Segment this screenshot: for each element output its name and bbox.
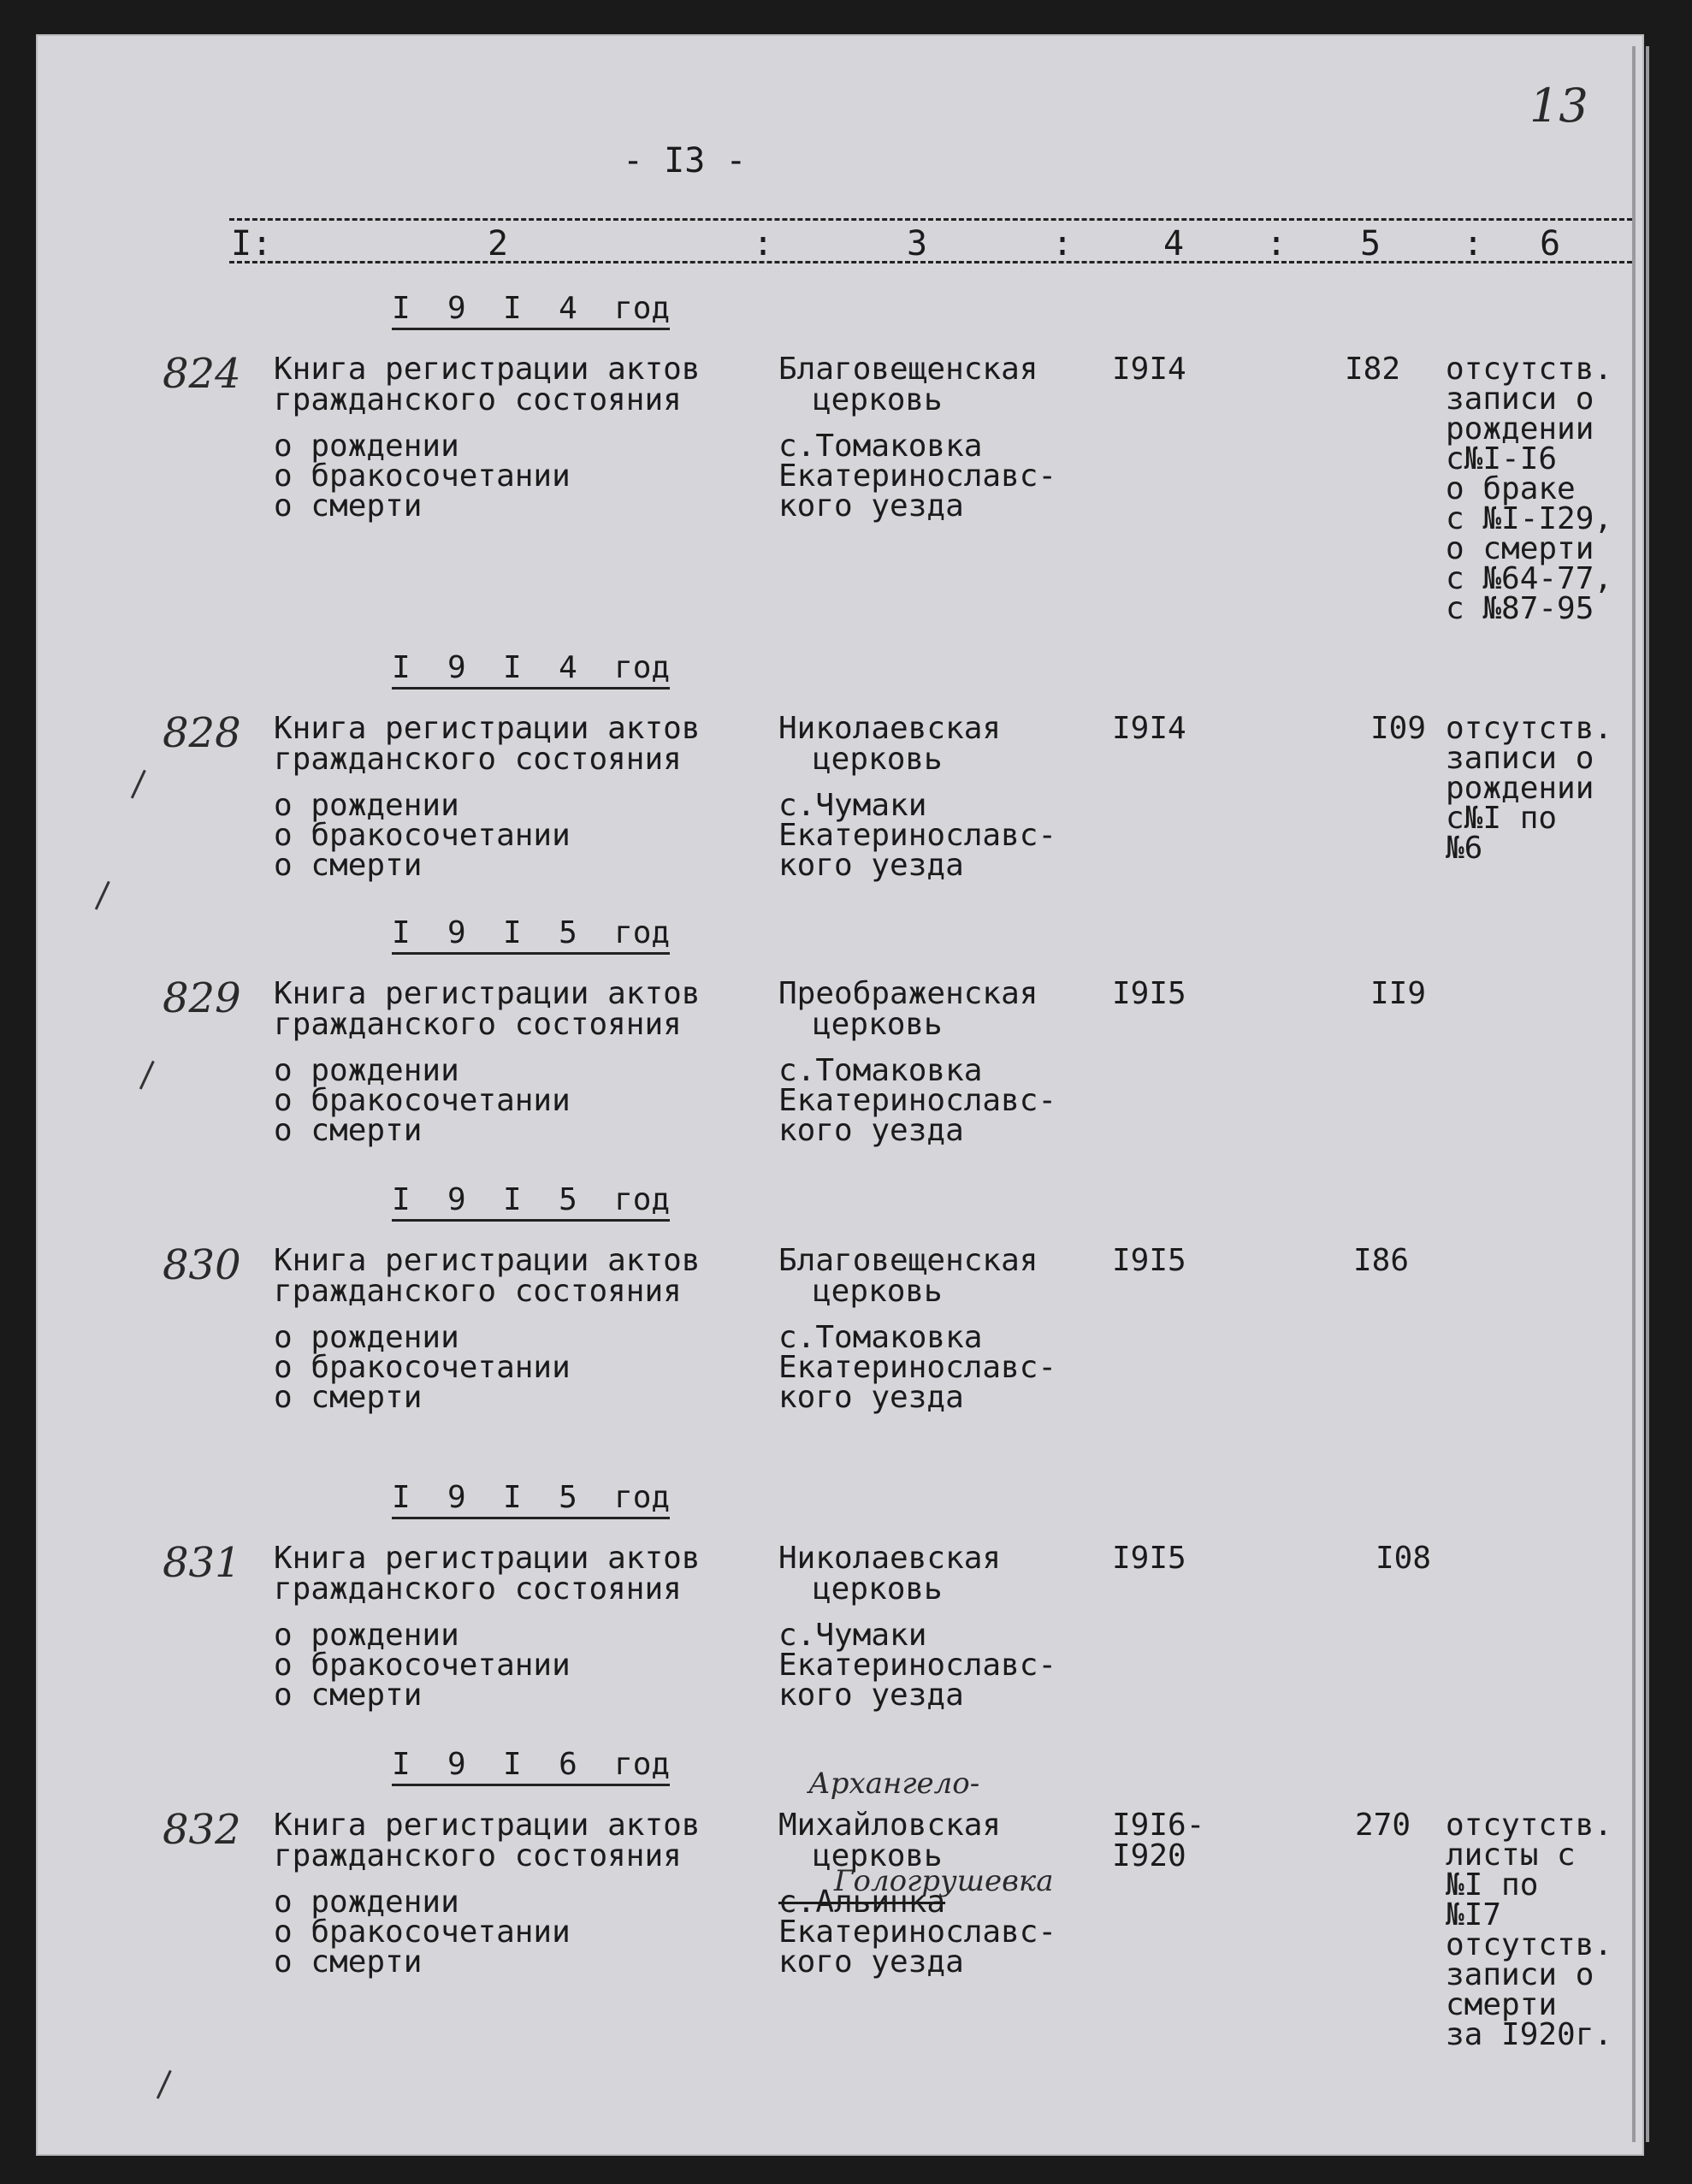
- church-place-line: Николаевская: [778, 1541, 1002, 1576]
- book-title-line: Книга регистрации актов: [274, 1541, 701, 1576]
- record-type: о бракосочетании: [274, 459, 571, 494]
- inventory-number: 831: [163, 1539, 241, 1587]
- inventory-number: 828: [163, 709, 241, 757]
- book-title-line: гражданского состояния: [274, 742, 682, 777]
- church-place-line: с.Чумаки: [778, 1618, 927, 1653]
- note-line: с№I-I6: [1446, 441, 1558, 476]
- church-place-line: церковь: [813, 1007, 943, 1042]
- note-line: с №I-I29,: [1446, 501, 1613, 536]
- record-type: о рождении: [274, 1618, 459, 1653]
- church-place-line: Благовещенская: [778, 352, 1038, 387]
- church-place-line: Николаевская: [778, 711, 1002, 746]
- church-place-line: кого уезда: [778, 1678, 964, 1713]
- column-header-cell: 2: [488, 224, 509, 263]
- record-type: о смерти: [274, 1113, 423, 1148]
- note-line: о браке: [1446, 471, 1576, 506]
- church-place-line: кого уезда: [778, 488, 964, 524]
- note-line: листы с: [1446, 1838, 1576, 1873]
- year-heading: [392, 650, 670, 685]
- header-rule-top: [229, 218, 1632, 221]
- note-line: с №64-77,: [1446, 561, 1613, 596]
- church-place-line: с.Томаковка: [778, 1320, 983, 1355]
- church-place-line: кого уезда: [778, 848, 964, 883]
- record-type: о смерти: [274, 1380, 423, 1415]
- record-type: о рождении: [274, 1320, 459, 1355]
- column-header-cell: :: [1266, 224, 1287, 263]
- note-line: отсутств.: [1446, 711, 1613, 746]
- church-place-line: церковь: [813, 382, 943, 417]
- record-type: о смерти: [274, 848, 423, 883]
- sheet-count: 270: [1355, 1808, 1411, 1843]
- year-heading-text: I 9 I 4 год: [392, 650, 670, 690]
- church-place-line: церковь: [813, 1838, 943, 1873]
- inventory-number: 824: [163, 350, 241, 398]
- church-place-line: Екатеринославс-: [778, 1915, 1057, 1950]
- sheet-count: II9: [1370, 976, 1427, 1011]
- note-line: записи о: [1446, 1957, 1594, 1992]
- record-type: о рождении: [274, 1053, 459, 1088]
- record-type: о бракосочетании: [274, 1915, 571, 1950]
- note-line: отсутств.: [1446, 1927, 1613, 1962]
- inventory-number: 830: [163, 1241, 241, 1289]
- church-place-line: кого уезда: [778, 1113, 964, 1148]
- column-header-cell: 5: [1360, 224, 1381, 263]
- note-line: рождении: [1446, 771, 1594, 806]
- book-title-line: гражданского состояния: [274, 1571, 682, 1607]
- year-heading-text: I 9 I 4 год: [392, 291, 670, 330]
- record-type: о бракосочетании: [274, 818, 571, 853]
- church-place-line: церковь: [813, 1274, 943, 1309]
- year-heading: [392, 1182, 670, 1217]
- church-place-line: с.Чумаки: [778, 788, 927, 823]
- record-type: о рождении: [274, 1885, 459, 1920]
- note-line: за I920г.: [1446, 2017, 1613, 2052]
- page-edge: [1632, 46, 1636, 2142]
- corner-page-number: 13: [1529, 79, 1588, 133]
- year-heading: [392, 1747, 670, 1782]
- note-line: №I7: [1446, 1897, 1502, 1932]
- church-place-line: с.Томаковка: [778, 1053, 983, 1088]
- record-type: о смерти: [274, 488, 423, 524]
- header-rule-bottom: [229, 261, 1632, 263]
- year-heading: [392, 1480, 670, 1515]
- book-title-line: Книга регистрации актов: [274, 352, 701, 387]
- year-heading-text: I 9 I 6 год: [392, 1747, 670, 1786]
- sheet-count: I82: [1345, 352, 1401, 387]
- church-place-line: Екатеринославс-: [778, 459, 1057, 494]
- sheet-count: I08: [1375, 1541, 1432, 1576]
- handwritten-village-correction: Гологрушевка: [834, 1864, 1054, 1898]
- record-type: о бракосочетании: [274, 1083, 571, 1118]
- handwritten-church-prefix: Архангело-: [808, 1767, 980, 1801]
- book-title-line: гражданского состояния: [274, 1274, 682, 1309]
- note-line: отсутств.: [1446, 352, 1613, 387]
- column-header-cell: :: [753, 224, 774, 263]
- church-place-line: церковь: [813, 742, 943, 777]
- column-header-cell: :: [1463, 224, 1484, 263]
- inventory-number: 829: [163, 974, 241, 1022]
- date-range: I9I5: [1112, 976, 1186, 1011]
- note-line: №6: [1446, 831, 1483, 866]
- book-title-line: гражданского состояния: [274, 1838, 682, 1873]
- date-range: I9I5: [1112, 1243, 1186, 1278]
- page-number: - I3 -: [623, 141, 747, 181]
- date-range: I9I6-: [1112, 1808, 1205, 1843]
- year-heading: [392, 291, 670, 326]
- church-place-line: Екатеринославс-: [778, 1648, 1057, 1683]
- date-range: I9I5: [1112, 1541, 1186, 1576]
- year-heading: [392, 915, 670, 950]
- book-title-line: гражданского состояния: [274, 1007, 682, 1042]
- church-place-line: Екатеринославс-: [778, 818, 1057, 853]
- note-line: записи о: [1446, 741, 1594, 776]
- note-line: о смерти: [1446, 531, 1594, 566]
- date-range: I9I4: [1112, 352, 1186, 387]
- book-title-line: Книга регистрации актов: [274, 711, 701, 746]
- inventory-number: 832: [163, 1806, 241, 1854]
- note-line: смерти: [1446, 1987, 1558, 2022]
- note-line: рождении: [1446, 411, 1594, 447]
- church-place-line: с.Томаковка: [778, 429, 983, 464]
- note-line: с №87-95: [1446, 591, 1594, 626]
- church-place-line: Благовещенская: [778, 1243, 1038, 1278]
- church-place-line: Екатеринославс-: [778, 1350, 1057, 1385]
- sheet-count: I86: [1353, 1243, 1410, 1278]
- church-place-line: Михайловская: [778, 1808, 1002, 1843]
- note-line: отсутств.: [1446, 1808, 1613, 1843]
- record-type: о смерти: [274, 1944, 423, 1980]
- date-range: I920: [1112, 1838, 1186, 1873]
- church-place-line: церковь: [813, 1571, 943, 1607]
- record-type: о рождении: [274, 788, 459, 823]
- church-place-line: Преображенская: [778, 976, 1038, 1011]
- year-heading-text: I 9 I 5 год: [392, 915, 670, 955]
- note-line: №I по: [1446, 1867, 1539, 1903]
- column-header-cell: I:: [231, 224, 273, 263]
- year-heading-text: I 9 I 5 год: [392, 1182, 670, 1222]
- church-place-line: кого уезда: [778, 1380, 964, 1415]
- church-place-line: с.Альинка: [778, 1885, 946, 1920]
- record-type: о рождении: [274, 429, 459, 464]
- column-header-cell: 6: [1540, 224, 1561, 263]
- book-title-line: Книга регистрации актов: [274, 1243, 701, 1278]
- record-type: о бракосочетании: [274, 1350, 571, 1385]
- note-line: с№I по: [1446, 801, 1558, 836]
- column-header-cell: 4: [1163, 224, 1185, 263]
- sheet-count: I09: [1370, 711, 1427, 746]
- column-header-cell: :: [1052, 224, 1074, 263]
- church-place-line: кого уезда: [778, 1944, 964, 1980]
- page-edge: [1646, 46, 1649, 2142]
- book-title-line: гражданского состояния: [274, 382, 682, 417]
- column-header-cell: 3: [907, 224, 928, 263]
- note-line: записи о: [1446, 382, 1594, 417]
- year-heading-text: I 9 I 5 год: [392, 1480, 670, 1519]
- record-type: о смерти: [274, 1678, 423, 1713]
- book-title-line: Книга регистрации актов: [274, 1808, 701, 1843]
- church-place-line: Екатеринославс-: [778, 1083, 1057, 1118]
- record-type: о бракосочетании: [274, 1648, 571, 1683]
- date-range: I9I4: [1112, 711, 1186, 746]
- book-title-line: Книга регистрации актов: [274, 976, 701, 1011]
